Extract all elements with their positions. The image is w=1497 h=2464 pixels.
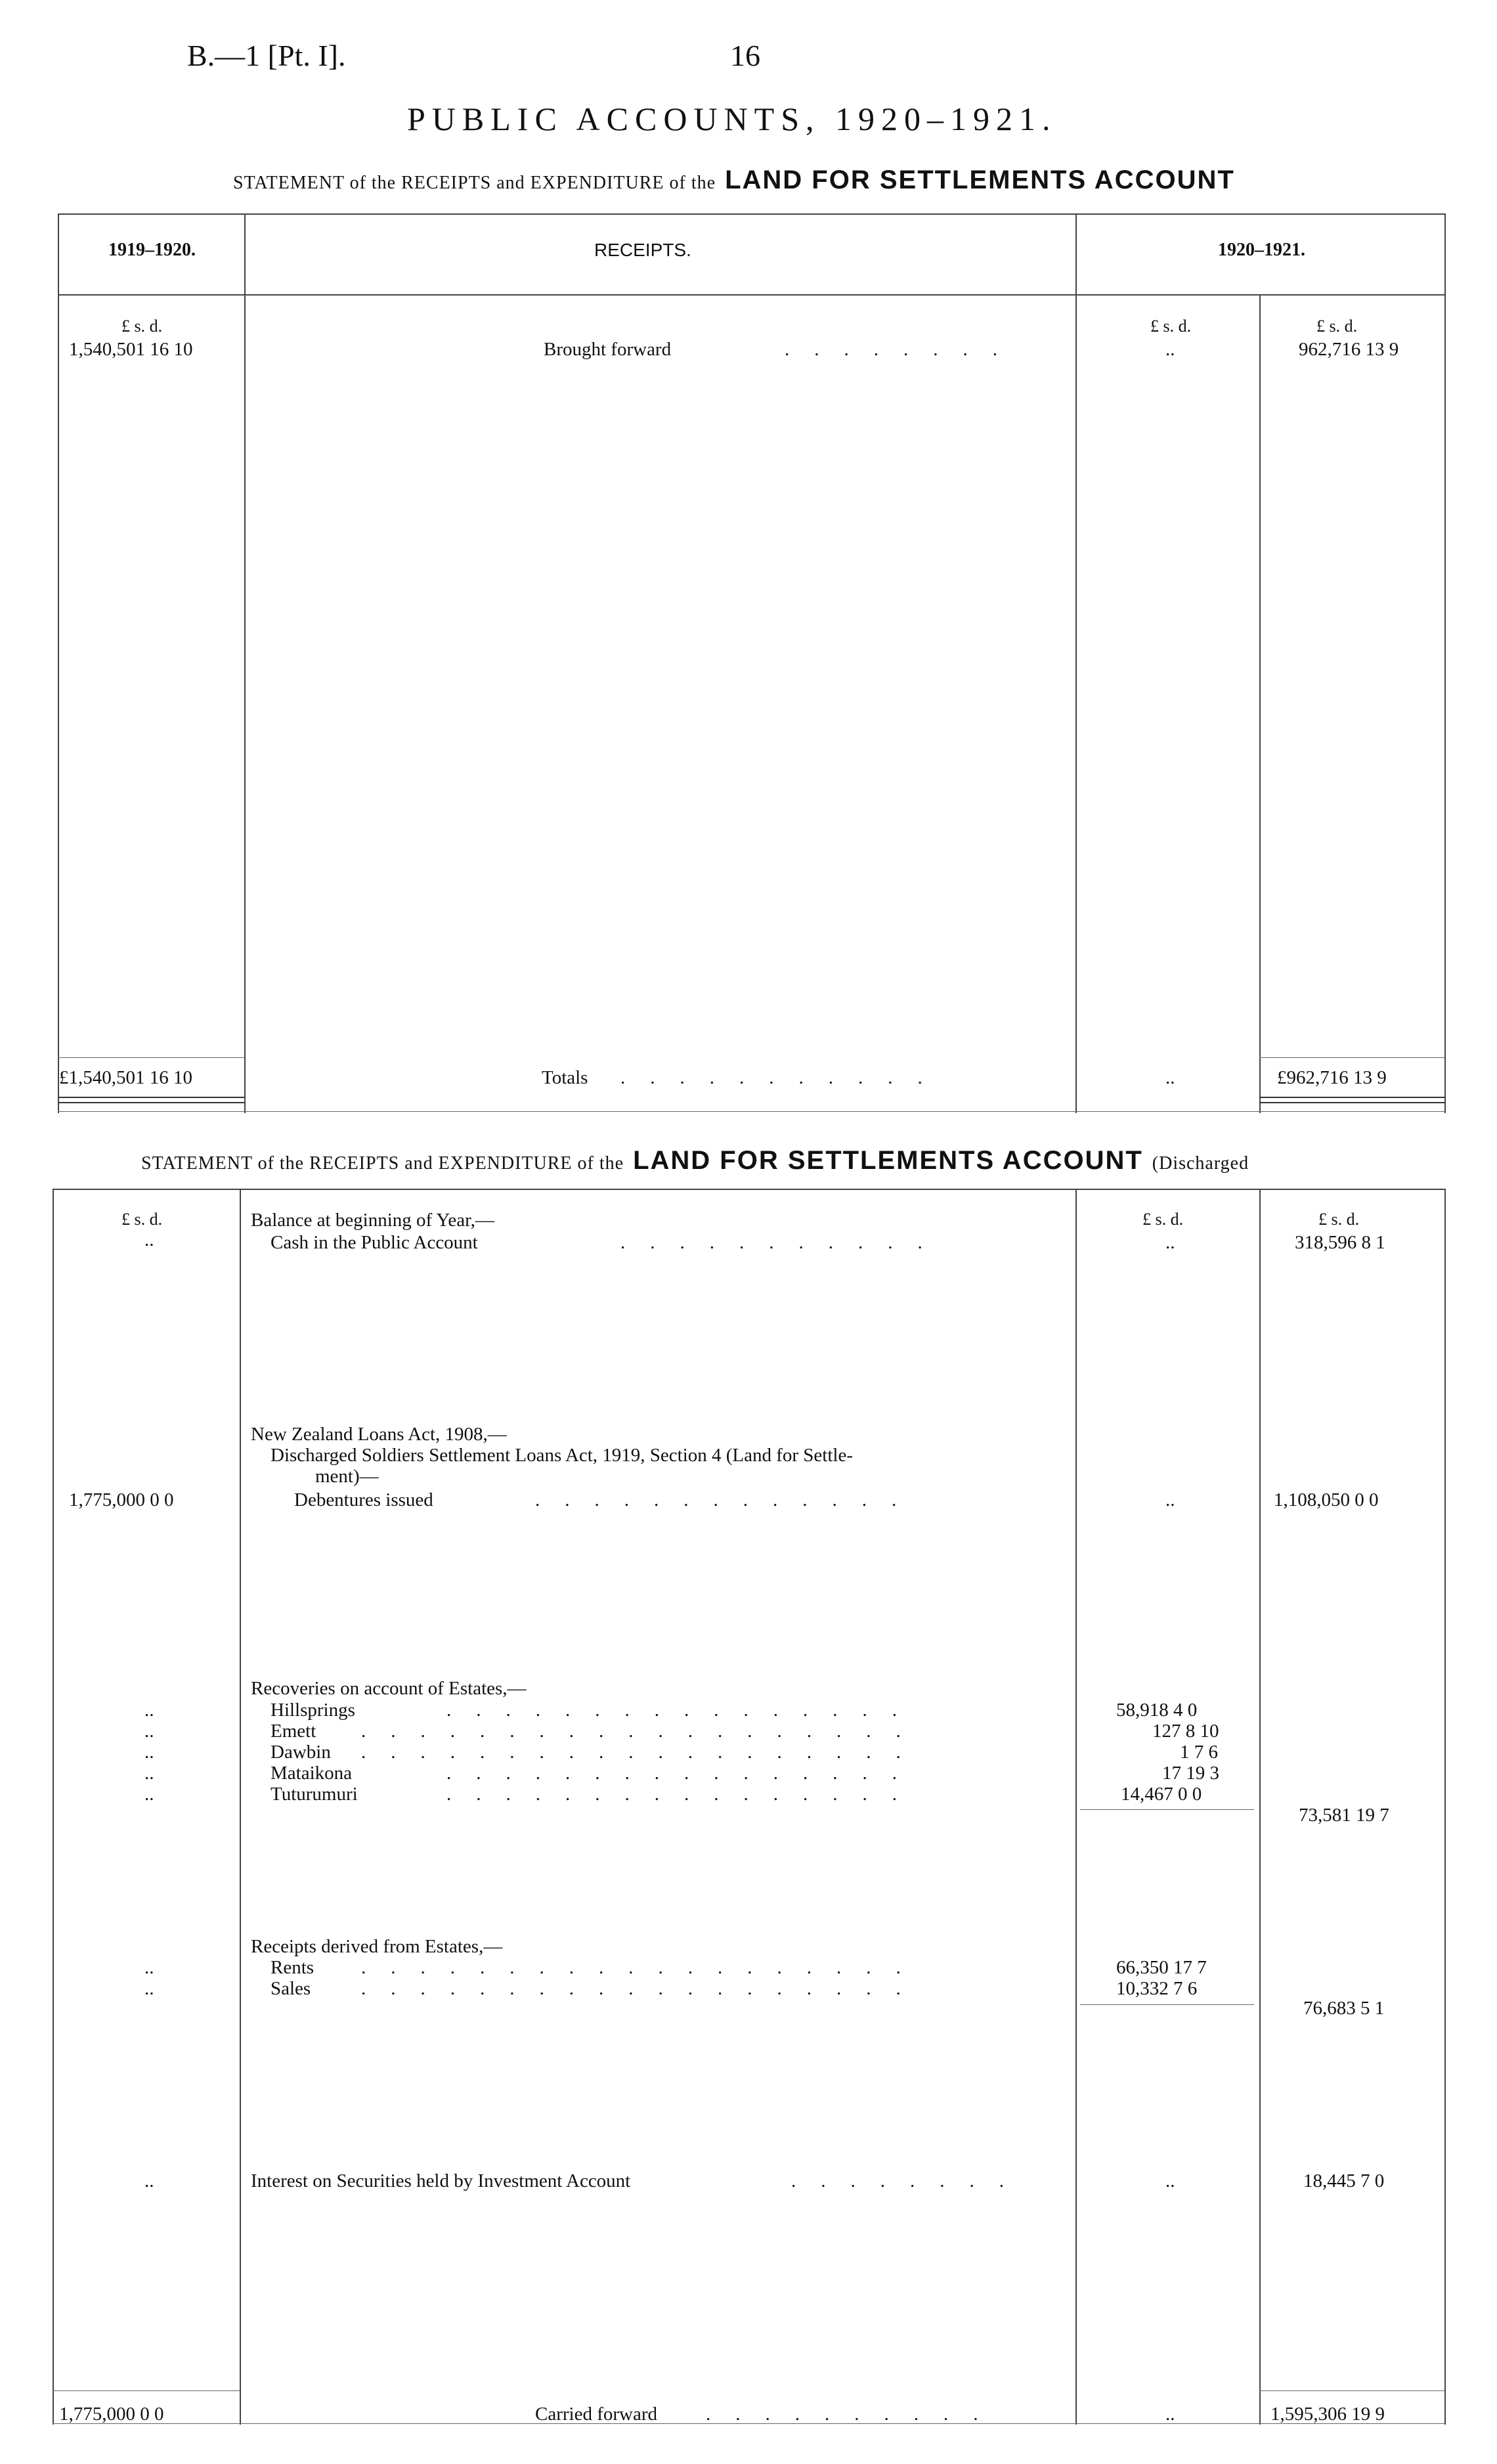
loans-prev: 1,775,000 0 0 <box>69 1489 174 1510</box>
leader-dots: ................... <box>361 1721 926 1742</box>
statement-title-2 <box>141 1146 1249 1176</box>
leader-dots: ................... <box>361 1957 926 1978</box>
statement-suffix: (Discharged <box>1152 1153 1249 1174</box>
recovery-mid: 58,918 4 0 <box>1116 1700 1198 1721</box>
brought-forward-label: Brought forward <box>544 339 672 360</box>
page-title: PUBLIC ACCOUNTS, 1920–1921. <box>407 100 1057 137</box>
recovery-mid: 1 7 6 <box>1180 1742 1218 1763</box>
carried-forward-prev: 1,775,000 0 0 <box>59 2404 164 2425</box>
carried-forward-mid: .. <box>1165 2404 1175 2425</box>
receipts-estates-heading: Receipts derived from Estates,— <box>251 1936 503 1957</box>
recovery-mid: 127 8 10 <box>1152 1721 1219 1742</box>
loans-curr: 1,108,050 0 0 <box>1274 1489 1379 1510</box>
page-number: 16 <box>730 39 760 72</box>
loans-subheading-2: ment)— <box>315 1466 379 1487</box>
interest-curr: 18,445 7 0 <box>1303 2170 1385 2191</box>
interest-mid: .. <box>1165 2170 1175 2191</box>
balance-curr: 318,596 8 1 <box>1295 1232 1385 1253</box>
carried-forward-label: Carried forward <box>535 2404 657 2425</box>
statement-prefix: STATEMENT of the RECEIPTS and EXPENDITURE of the <box>233 173 716 193</box>
balance-heading: Balance at beginning of Year,— <box>251 1210 494 1231</box>
receipts-estates-total: 76,683 5 1 <box>1303 1998 1385 2019</box>
statement-account: LAND FOR SETTLEMENTS ACCOUNT <box>633 1146 1143 1175</box>
receipts-estates-mid: 10,332 7 6 <box>1116 1978 1198 1999</box>
totals-curr: £962,716 13 9 <box>1277 1067 1387 1088</box>
statement-account: LAND FOR SETTLEMENTS ACCOUNT <box>725 165 1235 194</box>
leader-dots: .......... <box>706 2404 1003 2425</box>
receipts-estates-label: Sales <box>271 1978 311 1999</box>
totals-label: Totals <box>542 1067 588 1088</box>
receipts-estates-prev: .. <box>144 1978 154 1999</box>
loans-mid: .. <box>1165 1489 1175 1510</box>
leader-dots: ................ <box>446 1784 922 1805</box>
leader-dots: ........... <box>620 1067 947 1088</box>
leader-dots: ........ <box>791 2170 1029 2191</box>
recovery-label: Dawbin <box>271 1742 331 1763</box>
recovery-label: Emett <box>271 1721 316 1742</box>
page-reference: B.—1 [Pt. I]. <box>187 39 346 72</box>
recovery-label: Hillsprings <box>271 1700 355 1721</box>
leader-dots: ........ <box>785 339 1022 360</box>
brought-forward-mid: .. <box>1165 339 1175 360</box>
leader-dots: ............. <box>535 1489 922 1510</box>
balance-item: Cash in the Public Account <box>271 1232 478 1253</box>
receipts-estates-label: Rents <box>271 1957 315 1978</box>
leader-dots: ................ <box>446 1700 922 1721</box>
recovery-prev: .. <box>144 1763 154 1784</box>
brought-forward-curr: 962,716 13 9 <box>1299 339 1399 360</box>
recovery-label: Mataikona <box>271 1763 353 1784</box>
units-mid: £ s. d. <box>1142 1210 1184 1229</box>
brought-forward-prev: 1,540,501 16 10 <box>69 339 193 360</box>
recovery-prev: .. <box>144 1784 154 1805</box>
units-prev: £ s. d. <box>121 1210 163 1229</box>
col-header-curr-year: 1920–1921. <box>1218 240 1305 260</box>
recovery-mid: 14,467 0 0 <box>1121 1784 1202 1805</box>
recovery-prev: .. <box>144 1700 154 1721</box>
receipts-estates-mid: 66,350 17 7 <box>1116 1957 1207 1978</box>
loans-heading: New Zealand Loans Act, 1908,— <box>251 1424 507 1445</box>
loans-subheading-1: Discharged Soldiers Settlement Loans Act, 1919, Section 4 (Land for Settle- <box>271 1445 854 1466</box>
leader-dots: ................... <box>361 1742 926 1763</box>
col-header-prev-year: 1919–1920. <box>108 240 196 260</box>
balance-mid: .. <box>1165 1232 1175 1253</box>
recovery-mid: 17 19 3 <box>1162 1763 1219 1784</box>
col-header-receipts: RECEIPTS. <box>594 240 691 260</box>
recovery-label: Tuturumuri <box>271 1784 358 1805</box>
recovery-prev: .. <box>144 1742 154 1763</box>
interest-prev: .. <box>144 2170 154 2191</box>
statement-title-1 <box>233 165 1235 195</box>
carried-forward-curr: 1,595,306 19 9 <box>1270 2404 1385 2425</box>
totals-prev: £1,540,501 16 10 <box>59 1067 192 1088</box>
units-curr: £ s. d. <box>1318 1210 1360 1229</box>
interest-label: Interest on Securities held by Investment Account <box>251 2170 631 2191</box>
recoveries-total: 73,581 19 7 <box>1299 1805 1389 1826</box>
loans-item: Debentures issued <box>294 1489 433 1510</box>
recoveries-heading: Recoveries on account of Estates,— <box>251 1678 527 1699</box>
statement-prefix: STATEMENT of the RECEIPTS and EXPENDITURE of the <box>141 1153 624 1174</box>
units-prev: £ s. d. <box>121 317 163 336</box>
leader-dots: ................... <box>361 1978 926 1999</box>
balance-prev: .. <box>144 1229 154 1250</box>
leader-dots: ................ <box>446 1763 922 1784</box>
recovery-prev: .. <box>144 1721 154 1742</box>
leader-dots: ........... <box>620 1232 947 1253</box>
units-mid: £ s. d. <box>1150 317 1192 336</box>
units-curr: £ s. d. <box>1316 317 1358 336</box>
receipts-estates-prev: .. <box>144 1957 154 1978</box>
totals-mid: .. <box>1165 1067 1175 1088</box>
